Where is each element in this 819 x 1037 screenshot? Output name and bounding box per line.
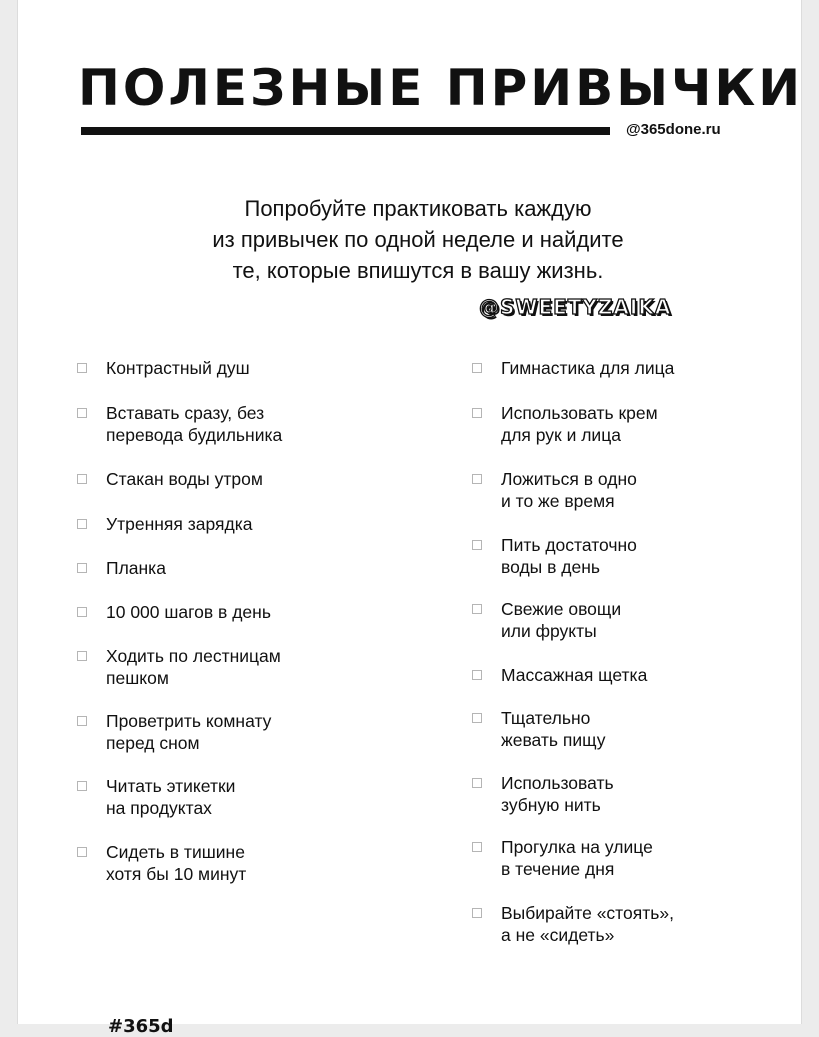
habit-checkbox[interactable]: [472, 908, 482, 918]
habit-checkbox[interactable]: [472, 540, 482, 550]
habit-label: Ложиться в одно и то же время: [501, 469, 637, 511]
intro-text: [98, 193, 738, 286]
habit-label: Сидеть в тишине хотя бы 10 минут: [106, 842, 247, 884]
habit-checkbox[interactable]: [77, 651, 87, 661]
habit-checkbox[interactable]: [77, 519, 87, 529]
habit-checkbox[interactable]: [472, 670, 482, 680]
habit-label: Ходить по лестницам пешком: [106, 646, 281, 688]
habit-label: Гимнастика для лица: [501, 358, 675, 378]
habit-label: Использовать зубную нить: [501, 773, 614, 815]
habit-checkbox[interactable]: [472, 408, 482, 418]
document-page: [17, 0, 804, 1037]
habit-checkbox[interactable]: [472, 778, 482, 788]
habit-checkbox[interactable]: [77, 716, 87, 726]
habit-label: Утренняя зарядка: [106, 514, 253, 534]
title-underline: [81, 127, 610, 135]
habit-label: Тщательно жевать пищу: [501, 708, 606, 750]
footer-hashtag-fragment: #365d: [108, 1016, 174, 1037]
page-title: ПОЛЕЗНЫЕ ПРИВЫЧКИ: [78, 59, 804, 117]
intro-line: Попробуйте практиковать каждую: [244, 196, 592, 221]
habit-checkbox[interactable]: [77, 363, 87, 373]
habit-checkbox[interactable]: [472, 363, 482, 373]
habit-checkbox[interactable]: [77, 474, 87, 484]
habit-label: Выбирайте «стоять», а не «сидеть»: [501, 903, 674, 945]
habit-checkbox[interactable]: [472, 604, 482, 614]
habit-checkbox[interactable]: [472, 474, 482, 484]
habit-label: Планка: [106, 558, 166, 578]
habit-label: Массажная щетка: [501, 665, 648, 685]
habit-label: Свежие овощи или фрукты: [501, 599, 622, 641]
habit-label: Использовать крем для рук и лица: [501, 403, 658, 445]
site-handle: @365done.ru: [626, 121, 721, 138]
habit-checkbox[interactable]: [77, 781, 87, 791]
habit-checkbox[interactable]: [77, 607, 87, 617]
habit-checkbox[interactable]: [77, 408, 87, 418]
habit-checkbox[interactable]: [77, 847, 87, 857]
habit-label: Пить достаточно воды в день: [501, 535, 637, 577]
habit-checkbox[interactable]: [77, 563, 87, 573]
habit-label: 10 000 шагов в день: [106, 602, 271, 622]
habit-checkbox[interactable]: [472, 842, 482, 852]
habit-label: Вставать сразу, без перевода будильника: [106, 403, 283, 445]
intro-line: из привычек по одной неделе и найдите: [212, 227, 624, 252]
intro-line: те, которые впишутся в вашу жизнь.: [232, 258, 604, 283]
habit-label: Читать этикетки на продуктах: [106, 776, 236, 818]
habit-label: Контрастный душ: [106, 358, 250, 378]
habit-checkbox[interactable]: [472, 713, 482, 723]
habit-label: Проветрить комнату перед сном: [106, 711, 272, 753]
habit-label: Прогулка на улице в течение дня: [501, 837, 653, 879]
habit-label: Стакан воды утром: [106, 469, 263, 489]
watermark-handle: @SWEETYZAIKA: [479, 295, 672, 319]
